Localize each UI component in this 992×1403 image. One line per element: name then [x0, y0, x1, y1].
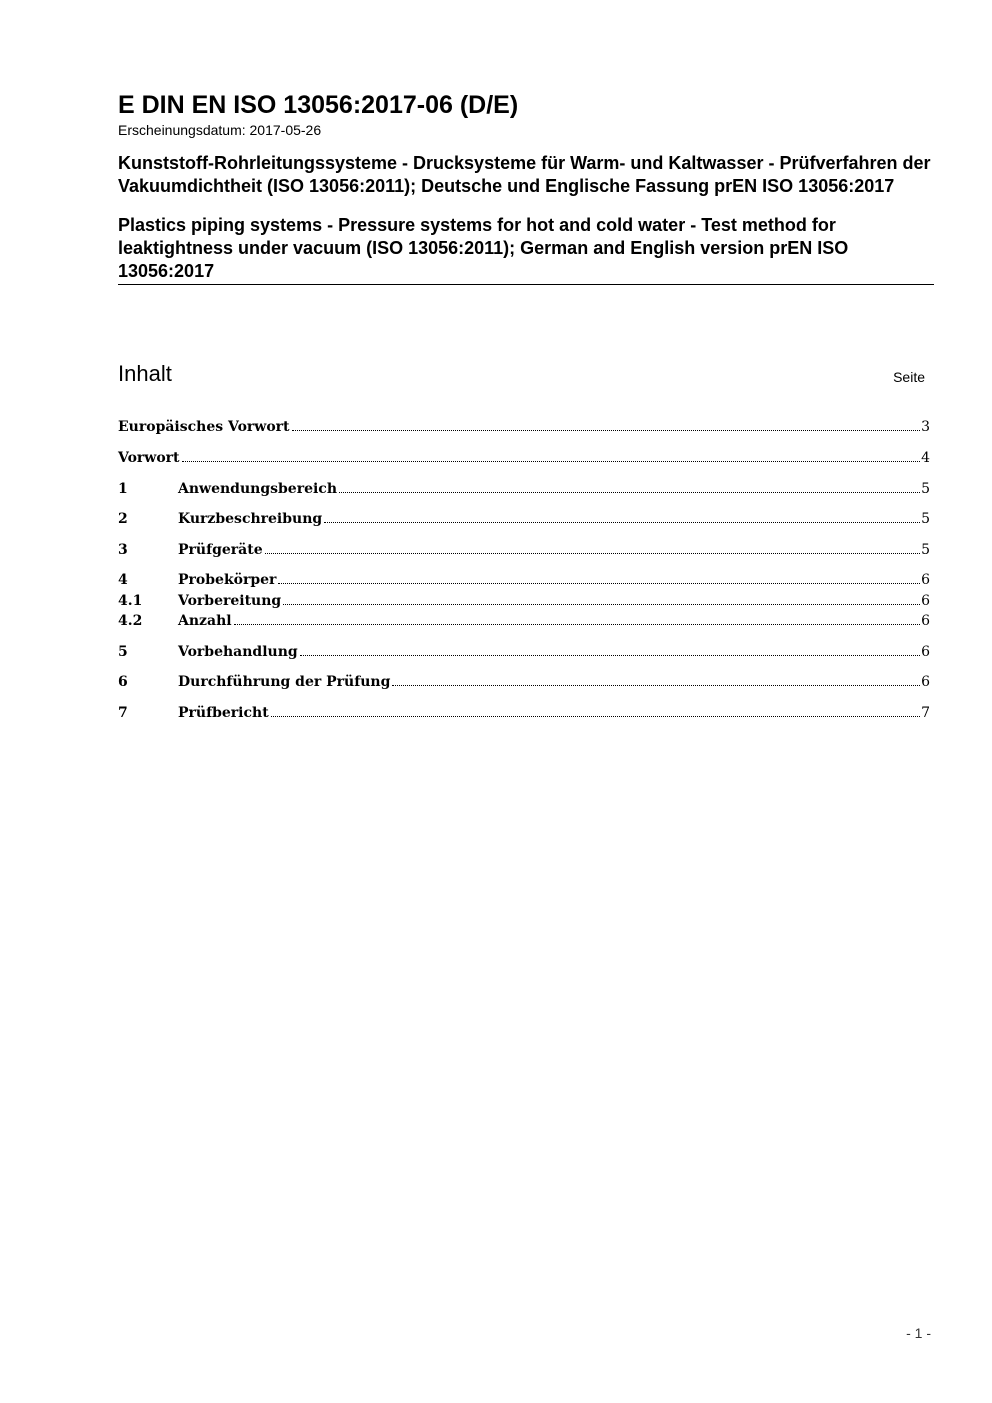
- toc-entry-page: 3: [921, 419, 930, 435]
- toc-entry[interactable]: [118, 611, 930, 631]
- toc-entry[interactable]: [118, 703, 930, 723]
- title-english: Plastics piping systems - Pressure systems for hot and cold water - Test method for leaktightness under vacuum (ISO 13056:2011); German and English version prEN ISO 13056:2017: [118, 215, 849, 281]
- toc-leader-dots: [278, 582, 920, 584]
- toc-entry-page: 5: [921, 481, 930, 497]
- toc-entry-number: 1: [118, 481, 128, 497]
- toc-entry[interactable]: [118, 509, 930, 529]
- toc-entry[interactable]: [118, 448, 930, 468]
- toc-title: Inhalt: [118, 361, 172, 386]
- toc-entry-number: 4.2: [118, 613, 143, 629]
- toc-entry[interactable]: [118, 479, 930, 499]
- header-divider: [118, 284, 934, 285]
- toc-entry[interactable]: [118, 591, 930, 611]
- toc-leader-dots: [182, 460, 921, 462]
- toc-entry-number: 4.1: [118, 593, 143, 609]
- toc-entry-label: Prüfbericht: [178, 705, 269, 721]
- toc-leader-dots: [292, 429, 921, 431]
- toc-entry-number: 6: [118, 674, 128, 690]
- toc-entry[interactable]: [118, 672, 930, 692]
- toc-leader-dots: [283, 603, 920, 605]
- publication-date: Erscheinungsdatum: 2017-05-26: [118, 122, 322, 138]
- toc-entry[interactable]: [118, 570, 930, 590]
- toc-entry[interactable]: [118, 417, 930, 437]
- toc-entry-label: Vorwort: [118, 450, 180, 466]
- toc-entry-number: 2: [118, 511, 128, 527]
- toc-leader-dots: [234, 623, 921, 625]
- toc-entry-page: 4: [921, 450, 930, 466]
- toc-heading: [118, 360, 928, 388]
- toc-leader-dots: [271, 715, 920, 717]
- document-id: E DIN EN ISO 13056:2017-06 (D/E): [118, 91, 519, 119]
- toc-entry-label: Durchführung der Prüfung: [178, 674, 391, 690]
- toc-leader-dots: [339, 491, 920, 493]
- toc-entry-page: 5: [921, 511, 930, 527]
- toc-entry-page: 5: [921, 542, 930, 558]
- title-german: Kunststoff-Rohrleitungssysteme - Drucksysteme für Warm- und Kaltwasser - Prüfverfahren der Vakuumdichtheit (ISO 13056:2011); Deutsche und Englische Fassung prEN ISO 13056:2017: [118, 153, 931, 196]
- toc-entry-label: Probekörper: [178, 572, 277, 588]
- toc-entry-label: Prüfgeräte: [178, 542, 263, 558]
- toc-entry-number: 5: [118, 644, 128, 660]
- toc-entry[interactable]: [118, 642, 930, 662]
- toc-entry-label: Anzahl: [178, 613, 232, 629]
- page-number: - 1 -: [906, 1325, 931, 1341]
- toc-entry-label: Vorbereitung: [178, 593, 282, 609]
- toc-entry-label: Kurzbeschreibung: [178, 511, 323, 527]
- toc-leader-dots: [392, 684, 920, 686]
- toc-entry-page: 6: [921, 572, 930, 588]
- toc-entry-number: 4: [118, 572, 128, 588]
- toc-entry-number: 7: [118, 705, 128, 721]
- toc-entry-label: Anwendungsbereich: [178, 481, 337, 497]
- toc-entry[interactable]: [118, 540, 930, 560]
- toc-leader-dots: [324, 521, 920, 523]
- toc-entry-label: Europäisches Vorwort: [118, 419, 290, 435]
- toc-leader-dots: [300, 654, 920, 656]
- toc-page-column-label: Seite: [893, 369, 925, 385]
- document-header: [118, 90, 934, 285]
- toc-entry-page: 6: [921, 593, 930, 609]
- toc-entry-page: 7: [921, 705, 930, 721]
- toc-entry-number: 3: [118, 542, 128, 558]
- toc-entry-page: 6: [921, 644, 930, 660]
- toc-leader-dots: [265, 552, 920, 554]
- toc-entry-page: 6: [921, 613, 930, 629]
- toc-entry-label: Vorbehandlung: [178, 644, 298, 660]
- toc-entry-page: 6: [921, 674, 930, 690]
